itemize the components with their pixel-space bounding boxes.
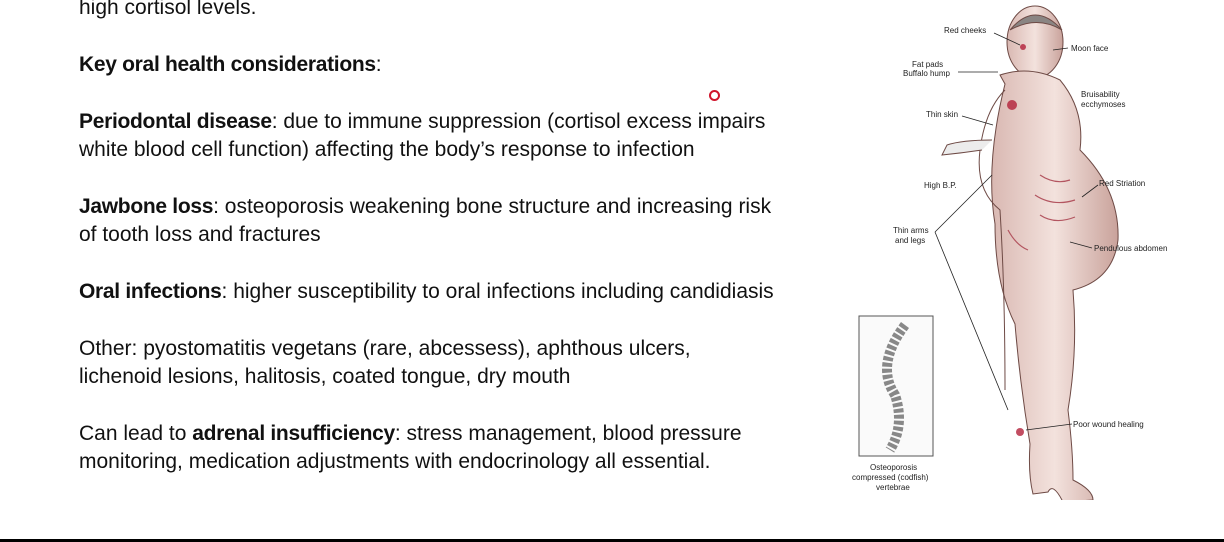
- label-osteo-1: Osteoporosis: [870, 463, 918, 472]
- label-buffalo-hump: Buffalo hump: [903, 69, 950, 78]
- label-thin-skin: Thin skin: [926, 110, 959, 119]
- heading-colon: :: [375, 53, 382, 76]
- label-moon-face: Moon face: [1071, 44, 1109, 53]
- heading-bold: Key oral health considerations: [79, 53, 376, 76]
- spine-inset: [859, 316, 933, 456]
- closing-text: : stress management, blood pressure: [394, 422, 742, 445]
- label-ecchymoses: ecchymoses: [1081, 100, 1126, 109]
- label-poor-wound-healing: Poor wound healing: [1073, 420, 1144, 429]
- label-bruisability: Bruisability: [1081, 90, 1120, 99]
- item-title: Periodontal disease: [79, 110, 272, 133]
- item-periodontal: [79, 108, 839, 136]
- pointer-dot: [709, 90, 720, 101]
- label-osteo-3: vertebrae: [876, 483, 910, 492]
- intro-tail: high cortisol levels.: [79, 0, 257, 19]
- closing-pre: Can lead to: [79, 422, 193, 445]
- item-text: : osteoporosis weakening bone structure and increasing risk: [213, 195, 772, 218]
- other-line-2: lichenoid lesions, halitosis, coated tongue, dry mouth: [79, 365, 571, 388]
- slide-text: [79, 0, 839, 476]
- label-pendulous-abdomen: Pendulous abdomen: [1094, 244, 1168, 253]
- label-thin-arms-2: and legs: [895, 236, 926, 245]
- item-periodontal-cont: white blood cell function) affecting the body’s response to infection: [79, 138, 695, 161]
- item-jawbone: [79, 193, 839, 221]
- item-title: Jawbone loss: [79, 195, 214, 218]
- closing-line-1: [79, 420, 839, 448]
- closing-line-2: monitoring, medication adjustments with endocrinology all essential.: [79, 450, 711, 473]
- item-jawbone-cont: of tooth loss and fractures: [79, 223, 321, 246]
- section-heading: [79, 51, 839, 79]
- other-line-1: Other: pyostomatitis vegetans (rare, abcessess), aphthous ulcers,: [79, 337, 691, 360]
- label-red-cheeks: Red cheeks: [944, 26, 987, 35]
- item-title: Oral infections: [79, 280, 222, 303]
- label-fat-pads: Fat pads: [912, 60, 944, 69]
- label-thin-arms-1: Thin arms: [893, 226, 929, 235]
- label-osteo-2: compressed (codfish): [852, 473, 929, 482]
- cushing-illustration: [840, 0, 1224, 500]
- item-text: : due to immune suppression (cortisol excess impairs: [271, 110, 766, 133]
- item-oral-infections: [79, 278, 839, 306]
- item-text: : higher susceptibility to oral infections including candidiasis: [221, 280, 774, 303]
- label-red-striation: Red Striation: [1099, 179, 1146, 188]
- label-high-bp: High B.P.: [924, 181, 957, 190]
- closing-bold: adrenal insufficiency: [192, 422, 395, 445]
